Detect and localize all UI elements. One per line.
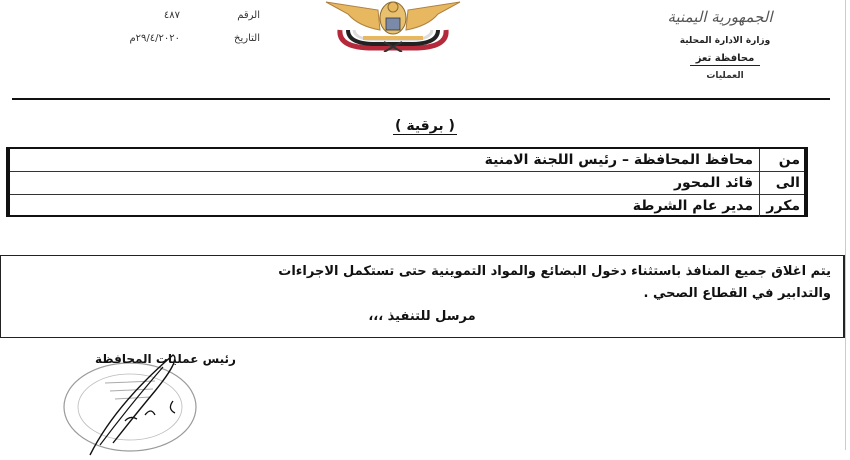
date-label: التاريخ: [234, 33, 260, 44]
body-closing: مرسل للتنفيذ ،،،: [368, 309, 476, 324]
routing-value: قائد المحور: [673, 175, 753, 191]
ministry-name: وزارة الادارة المحلية: [679, 36, 771, 46]
republic-name: الجمهورية اليمنية: [667, 8, 773, 26]
routing-row-to: [10, 172, 804, 195]
signer-title: رئيس عمليات المحافظة: [95, 352, 236, 366]
page-edge: [845, 0, 846, 450]
routing-table: [6, 147, 808, 217]
department-name: العمليات: [706, 71, 744, 81]
letterhead-right: [610, 8, 810, 81]
routing-key: الى: [759, 172, 804, 194]
routing-key: من: [759, 149, 804, 171]
routing-value: محافظ المحافظة – رئيس اللجنة الامنية: [484, 152, 753, 168]
eagle-emblem-icon: [318, 0, 468, 52]
governorate-name: محافظة تعز: [690, 53, 761, 66]
document-title: ( برقية ): [395, 118, 455, 134]
number-label: الرقم: [237, 10, 260, 21]
body-line-1: يتم اغلاق جميع المنافذ باستثناء دخول البضائع والمواد التموينية حتى تستكمل الاجراءات: [278, 264, 831, 279]
routing-row-from: [10, 149, 804, 172]
body-line-2: والتدابير في القطاع الصحي .: [643, 286, 831, 301]
letterhead-left: [60, 10, 260, 56]
date-value: ٢٩/٤/٢٠٢٠م: [129, 33, 180, 44]
number-value: ٤٨٧: [163, 10, 180, 21]
routing-key: مكرر: [759, 195, 804, 217]
routing-row-cc: [10, 195, 804, 217]
header-divider: [12, 98, 830, 100]
message-body: [0, 255, 845, 338]
routing-value: مدير عام الشرطة: [632, 198, 753, 214]
